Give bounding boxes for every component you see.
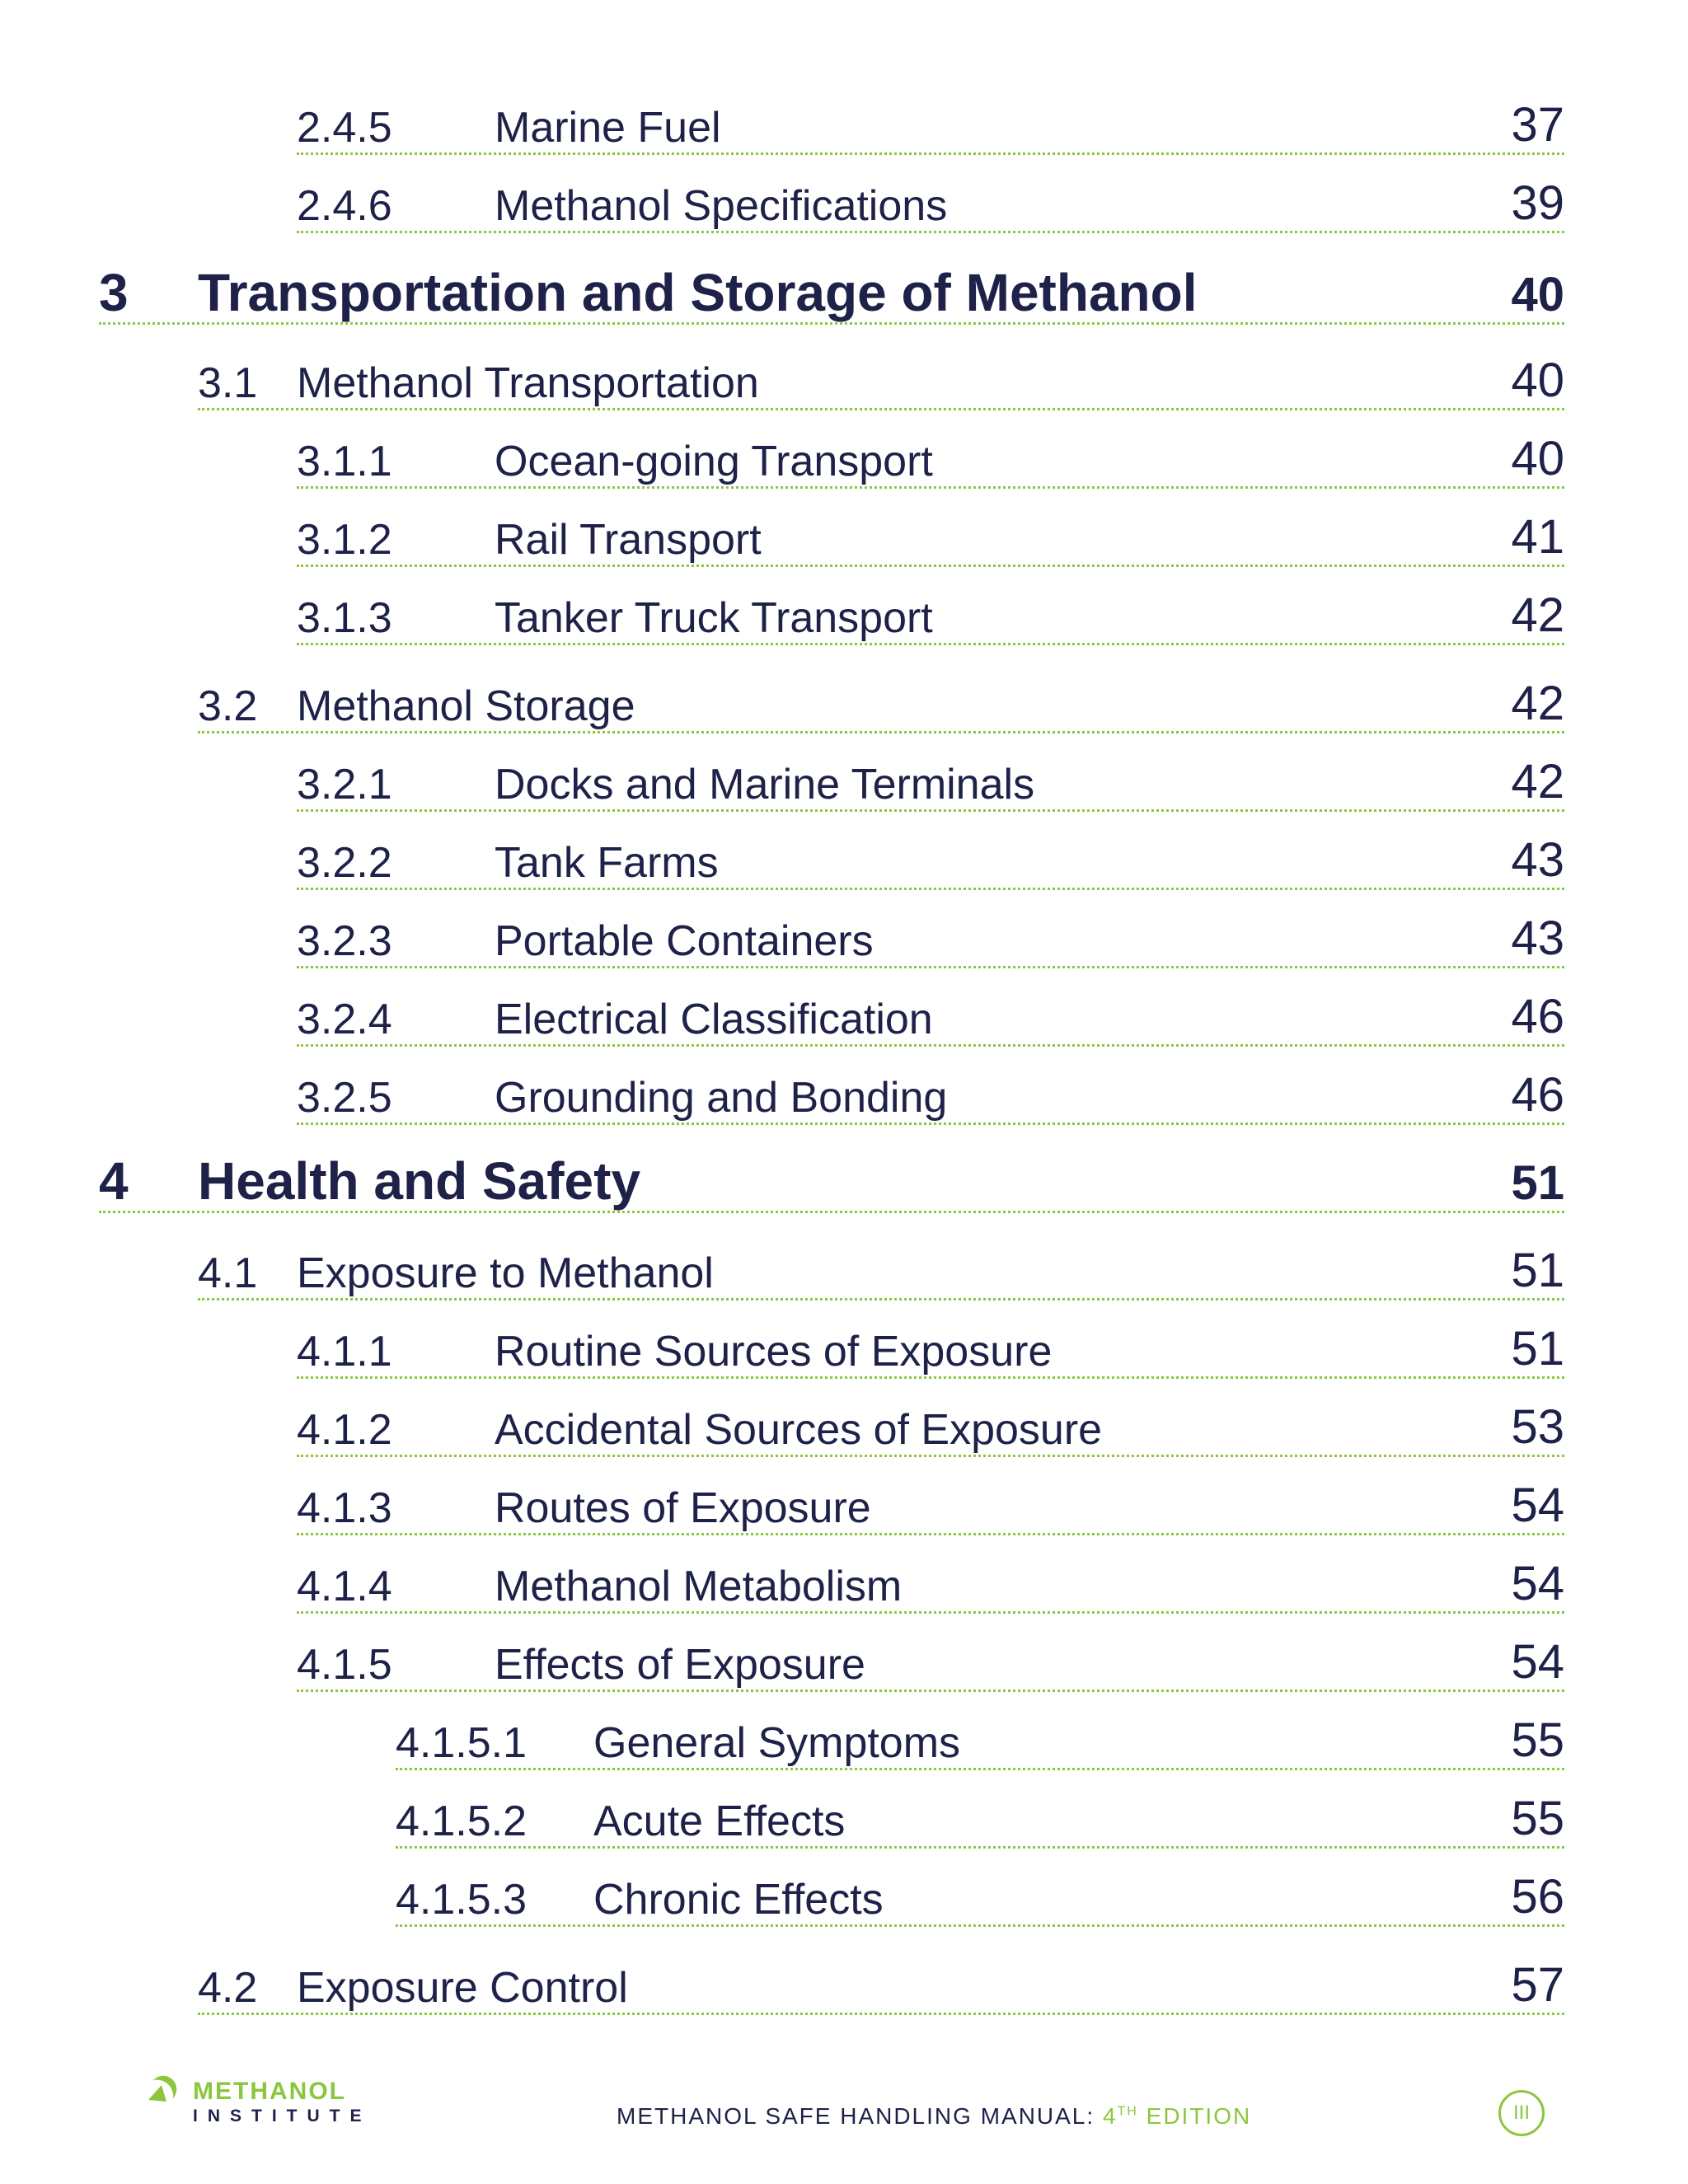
toc-entry-subsection[interactable] [297,588,1564,645]
toc-entry-subsection[interactable] [297,833,1564,890]
toc-entry-title: Grounding and Bonding [495,1076,948,1122]
toc-entry-page: 55 [1494,1795,1564,1846]
toc-entry-number: 3.2.3 [297,920,495,966]
toc-entry-subsection[interactable] [297,432,1564,489]
toc-entry-number: 3.2.4 [297,998,495,1044]
toc-entry-page: 51 [1494,1247,1564,1298]
toc-entry-number: 4.1.2 [297,1408,495,1455]
toc-entry-title: Marine Fuel [495,106,721,152]
toc-entry-subsection[interactable] [297,1400,1564,1457]
toc-entry-title: Transportation and Storage of Methanol [198,266,1198,322]
toc-entry-number: 4.1.5.1 [396,1722,593,1768]
toc-entry-title: Chronic Effects [593,1878,884,1924]
footer-edition-word: EDITION [1137,2103,1252,2129]
toc-entry-title: General Symptoms [593,1722,961,1767]
toc-entry-title: Tanker Truck Transport [495,597,933,642]
toc-entry-page: 41 [1494,513,1564,565]
toc-entry-section[interactable] [198,354,1564,410]
toc-entry-page: 42 [1494,758,1564,809]
toc-entry-page: 42 [1494,680,1564,731]
toc-entry-subsection[interactable] [297,176,1564,233]
toc-entry-title: Effects of Exposure [495,1643,865,1689]
toc-entry-title: Routes of Exposure [495,1487,871,1532]
toc-entry-number: 4.2 [198,1966,297,2013]
toc-entry-page: 43 [1494,837,1564,888]
toc-entry-subsection[interactable] [297,1479,1564,1535]
toc-entry-page: 57 [1494,1961,1564,2013]
toc-entry-title: Docks and Marine Terminals [495,763,1035,808]
toc-entry-subsection[interactable] [297,990,1564,1047]
toc-entry-page: 40 [1494,271,1564,322]
toc-entry-page: 51 [1494,1160,1564,1211]
toc-entry-title: Methanol Transportation [297,362,759,407]
toc-entry-page: 53 [1494,1404,1564,1455]
toc-entry-title: Tank Farms [495,841,719,887]
toc-entry-number: 4 [99,1155,198,1211]
toc-entry-subsection[interactable] [297,1068,1564,1125]
toc-entry-subsubsection[interactable] [396,1713,1564,1770]
toc-entry-title: Electrical Classification [495,998,933,1043]
footer-manual-title [617,2103,1251,2130]
toc-entry-subsection[interactable] [297,1635,1564,1692]
toc-entry-title: Acute Effects [593,1800,846,1845]
toc-entry-title: Portable Containers [495,920,874,965]
toc-entry-subsection[interactable] [297,510,1564,567]
toc-entry-chapter[interactable] [99,1146,1564,1213]
toc-entry-number: 3.1.3 [297,597,495,643]
methanol-institute-logo [125,2075,372,2128]
toc-entry-page: 40 [1494,435,1564,486]
toc-entry-number: 3 [99,266,198,322]
toc-entry-title: Routine Sources of Exposure [495,1330,1053,1376]
toc-entry-page: 39 [1494,180,1564,231]
toc-entry-title: Methanol Specifications [495,185,948,230]
page-number: III [1512,2102,1530,2124]
toc-entry-page: 37 [1494,101,1564,152]
toc-entry-number: 3.2.5 [297,1076,495,1122]
toc-entry-subsection[interactable] [297,1557,1564,1614]
footer-edition-number: 4 [1102,2103,1118,2129]
toc-entry-subsection[interactable] [297,98,1564,155]
toc-entry-title: Methanol Storage [297,685,635,730]
toc-entry-number: 4.1.3 [297,1487,495,1533]
toc-entry-title: Exposure Control [297,1966,628,2012]
toc-entry-number: 4.1.1 [297,1330,495,1376]
toc-entry-section[interactable] [198,1244,1564,1301]
toc-entry-number: 4.1.4 [297,1565,495,1611]
toc-entry-subsubsection[interactable] [396,1870,1564,1927]
toc-entry-page: 40 [1494,357,1564,408]
toc-entry-title: Rail Transport [495,518,762,564]
toc-entry-page: 54 [1494,1638,1564,1690]
toc-entry-number: 4.1 [198,1252,297,1298]
toc-entry-number: 2.4.6 [297,185,495,231]
toc-entry-subsection[interactable] [297,755,1564,812]
toc-entry-number: 3.1 [198,362,297,408]
toc-entry-page: 56 [1494,1873,1564,1924]
toc-entry-number: 3.1.1 [297,440,495,486]
toc-entry-number: 3.1.2 [297,518,495,565]
toc-entry-title: Exposure to Methanol [297,1252,714,1297]
page-number-badge [1498,2090,1545,2136]
toc-entry-page: 43 [1494,915,1564,966]
footer-title-main: METHANOL SAFE HANDLING MANUAL: [617,2103,1103,2129]
toc-entry-subsection[interactable] [297,912,1564,968]
toc-entry-number: 3.2.2 [297,841,495,888]
toc-entry-number: 2.4.5 [297,106,495,152]
toc-entry-number: 3.2.1 [297,763,495,809]
toc-entry-section[interactable] [198,1958,1564,2015]
toc-entry-page: 46 [1494,1071,1564,1122]
toc-entry-page: 46 [1494,993,1564,1044]
toc-entry-subsubsection[interactable] [396,1792,1564,1849]
logo-text-institute: INSTITUTE [193,2106,372,2125]
toc-entry-title: Methanol Metabolism [495,1565,903,1610]
toc-entry-title: Health and Safety [198,1155,641,1211]
logo-text-methanol: METHANOL [193,2077,346,2105]
toc-entry-number: 4.1.5 [297,1643,495,1690]
toc-entry-page: 54 [1494,1482,1564,1533]
toc-entry-subsection[interactable] [297,1322,1564,1379]
toc-entry-title: Ocean-going Transport [495,440,933,485]
toc-entry-number: 4.1.5.2 [396,1800,593,1846]
toc-entry-page: 55 [1494,1717,1564,1768]
toc-entry-section[interactable] [198,677,1564,733]
toc-entry-page: 51 [1494,1325,1564,1376]
toc-entry-chapter[interactable] [99,257,1564,325]
toc-entry-title: Accidental Sources of Exposure [495,1408,1103,1454]
toc-entry-page: 42 [1494,592,1564,643]
toc-entry-number: 4.1.5.3 [396,1878,593,1924]
toc-entry-page: 54 [1494,1560,1564,1611]
footer-edition-suffix: TH [1117,2104,1138,2119]
methanol-institute-logo-icon [125,2075,178,2128]
footer-edition [1103,2103,1251,2129]
toc-entry-number: 3.2 [198,685,297,731]
